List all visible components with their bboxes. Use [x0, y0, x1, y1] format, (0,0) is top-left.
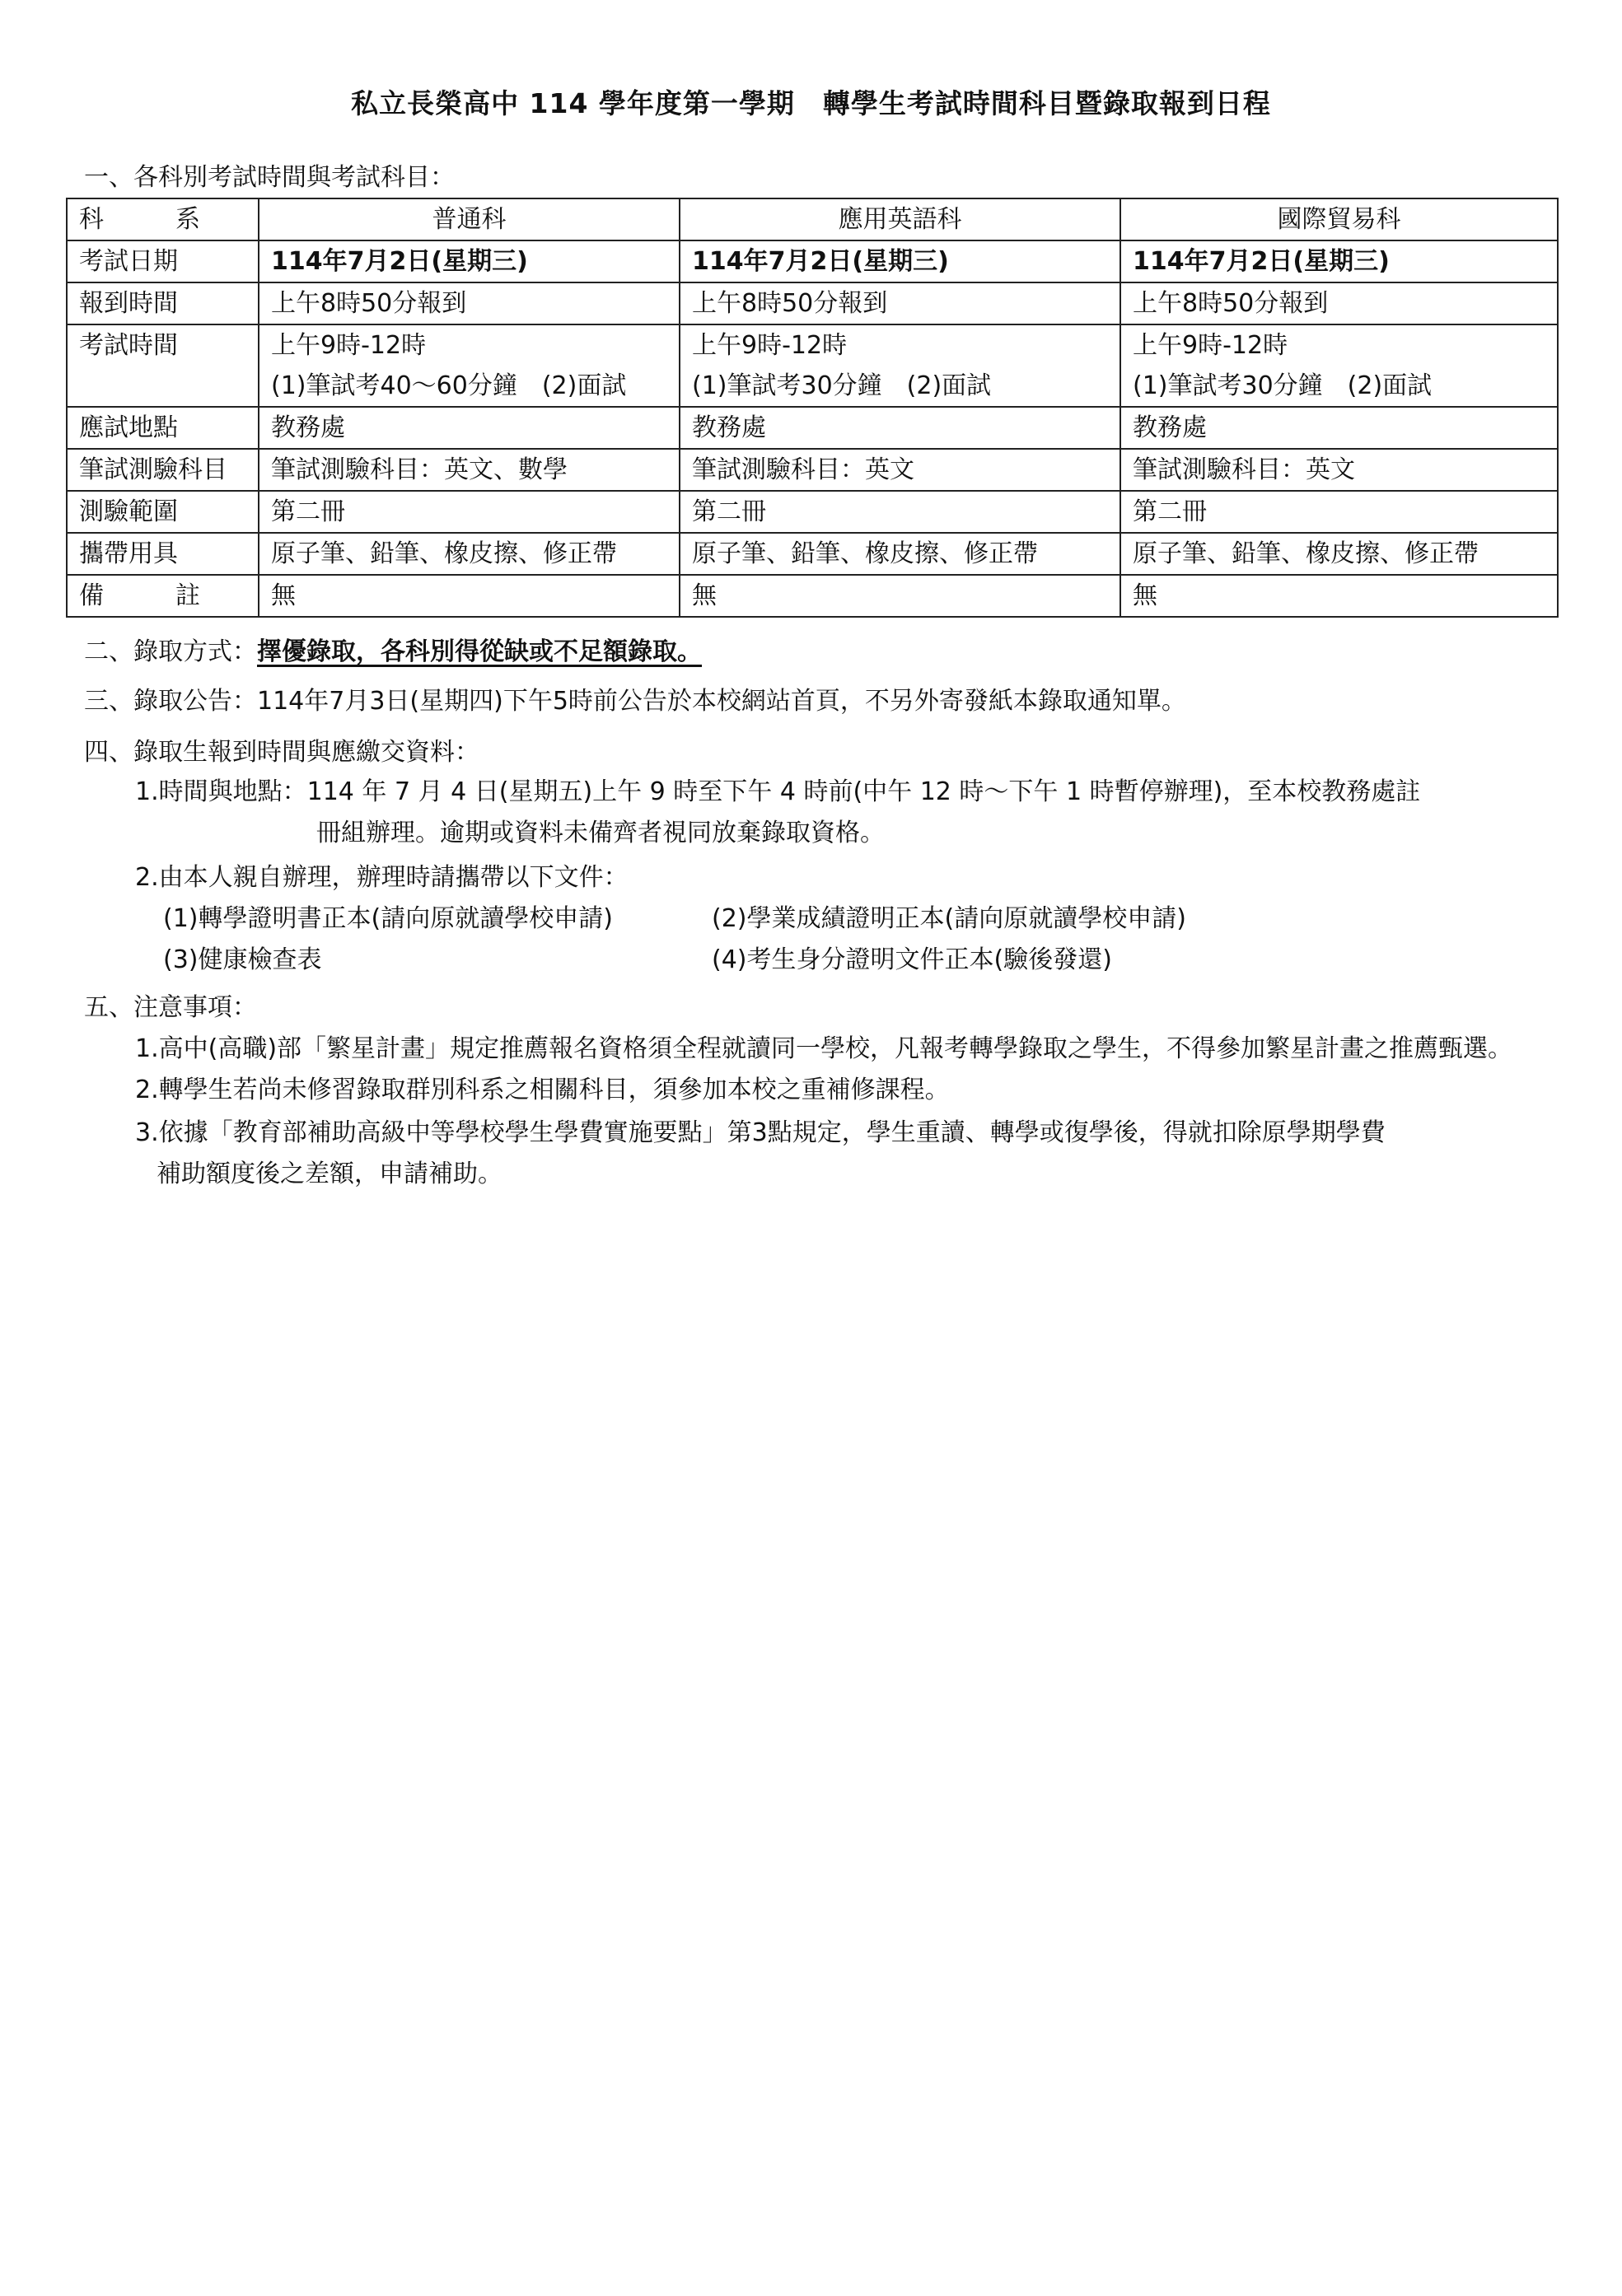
row-label: 考試日期	[67, 240, 259, 282]
table-cell: 原子筆、鉛筆、橡皮擦、修正帶	[680, 533, 1120, 575]
document-item: (4)考生身分證明文件正本(驗後發還)	[712, 945, 1112, 974]
notice-item: 1.高中(高職)部「繁星計畫」規定推薦報名資格須全程就讀同一學校，凡報考轉學錄取之學生，不得參加繁星計畫之推薦甄選。	[135, 1034, 1513, 1063]
table-header-row	[67, 198, 1558, 240]
column-header: 國際貿易科	[1120, 198, 1558, 240]
column-header: 普通科	[259, 198, 680, 240]
table-cell: 教務處	[680, 407, 1120, 449]
section4-item1: 1.時間與地點：114 年 7 月 4 日(星期五)上午 9 時至下午 4 時前(中午 12 時～下午 1 時暫停辦理)，至本校教務處註	[135, 777, 1421, 806]
remarks-label-b: 註	[175, 581, 200, 610]
section2	[84, 636, 702, 669]
row-label: 應試地點	[67, 407, 259, 449]
section4-heading: 四、錄取生報到時間與應繳交資料：	[84, 738, 479, 767]
admission-method: 擇優錄取，各科別得從缺或不足額錄取。	[257, 637, 702, 666]
table-row	[67, 491, 1558, 533]
column-header: 應用英語科	[680, 198, 1120, 240]
cell-line: 上午9時-12時	[271, 331, 427, 360]
row-label: 測驗範圍	[67, 491, 259, 533]
section4-item2: 2.由本人親自辦理，辦理時請攜帶以下文件：	[135, 863, 629, 892]
table-cell: 第二冊	[259, 491, 680, 533]
table-row	[67, 324, 1558, 407]
table-cell: 無	[259, 575, 680, 617]
table-cell: 筆試測驗科目：英文、數學	[259, 449, 680, 491]
row-label	[67, 575, 259, 617]
table-cell: 教務處	[259, 407, 680, 449]
table-cell: 無	[1120, 575, 1558, 617]
table-row	[67, 533, 1558, 575]
document-item: (3)健康檢查表	[163, 945, 322, 974]
table-cell: 上午8時50分報到	[1120, 282, 1558, 324]
table-cell: 第二冊	[680, 491, 1120, 533]
table-row	[67, 407, 1558, 449]
notice-item-cont: 補助額度後之差額，申請補助。	[157, 1160, 502, 1188]
corner-label-b: 系	[175, 205, 200, 234]
section2-heading: 二、錄取方式：	[84, 637, 257, 666]
row-label: 報到時間	[67, 282, 259, 324]
row-label: 考試時間	[67, 324, 259, 407]
table-cell: 114年7月2日(星期三)	[259, 240, 680, 282]
table-cell: 上午8時50分報到	[259, 282, 680, 324]
row-label: 筆試測驗科目	[67, 449, 259, 491]
section5-heading: 五、注意事項：	[84, 993, 257, 1022]
table-row	[67, 575, 1558, 617]
cell-line: (1)筆試考40～60分鐘 (2)面試	[271, 371, 627, 400]
section1-heading: 一、各科別考試時間與考試科目：	[84, 163, 455, 192]
exam-schedule-table	[66, 198, 1559, 618]
table-cell: 原子筆、鉛筆、橡皮擦、修正帶	[259, 533, 680, 575]
notice-item: 2.轉學生若尚未修習錄取群別科系之相關科目，須參加本校之重補修課程。	[135, 1076, 950, 1104]
document-item: (2)學業成績證明正本(請向原就讀學校申請)	[712, 904, 1186, 933]
table-cell: 114年7月2日(星期三)	[1120, 240, 1558, 282]
table-cell	[1120, 324, 1558, 407]
page-title: 私立長榮高中 114 學年度第一學期 轉學生考試時間科目暨錄取報到日程	[351, 87, 1271, 119]
table-row	[67, 282, 1558, 324]
corner-label-a: 科	[79, 205, 104, 234]
document-item: (1)轉學證明書正本(請向原就讀學校申請)	[163, 904, 613, 933]
table-cell: 筆試測驗科目：英文	[680, 449, 1120, 491]
cell-line: 上午9時-12時	[692, 331, 848, 360]
row-label: 攜帶用具	[67, 533, 259, 575]
corner-cell	[67, 198, 259, 240]
cell-line: (1)筆試考30分鐘 (2)面試	[692, 371, 992, 400]
section4-item1-cont: 冊組辦理。逾期或資料未備齊者視同放棄錄取資格。	[316, 819, 885, 847]
cell-line: 上午9時-12時	[1133, 331, 1288, 360]
remarks-label-a: 備	[79, 581, 104, 610]
table-cell	[680, 324, 1120, 407]
notice-item: 3.依據「教育部補助高級中等學校學生學費實施要點」第3點規定，學生重讀、轉學或復學後，得就扣除原學期學費	[135, 1118, 1386, 1147]
table-cell: 原子筆、鉛筆、橡皮擦、修正帶	[1120, 533, 1558, 575]
table-cell: 教務處	[1120, 407, 1558, 449]
table-cell: 第二冊	[1120, 491, 1558, 533]
table-cell: 上午8時50分報到	[680, 282, 1120, 324]
section3-announcement: 三、錄取公告：114年7月3日(星期四)下午5時前公告於本校網站首頁，不另外寄發紙本錄取通知單。	[84, 687, 1186, 716]
table-cell: 筆試測驗科目：英文	[1120, 449, 1558, 491]
table-cell	[259, 324, 680, 407]
table-row	[67, 240, 1558, 282]
table-cell: 無	[680, 575, 1120, 617]
table-cell: 114年7月2日(星期三)	[680, 240, 1120, 282]
table-row	[67, 449, 1558, 491]
cell-line: (1)筆試考30分鐘 (2)面試	[1133, 371, 1433, 400]
